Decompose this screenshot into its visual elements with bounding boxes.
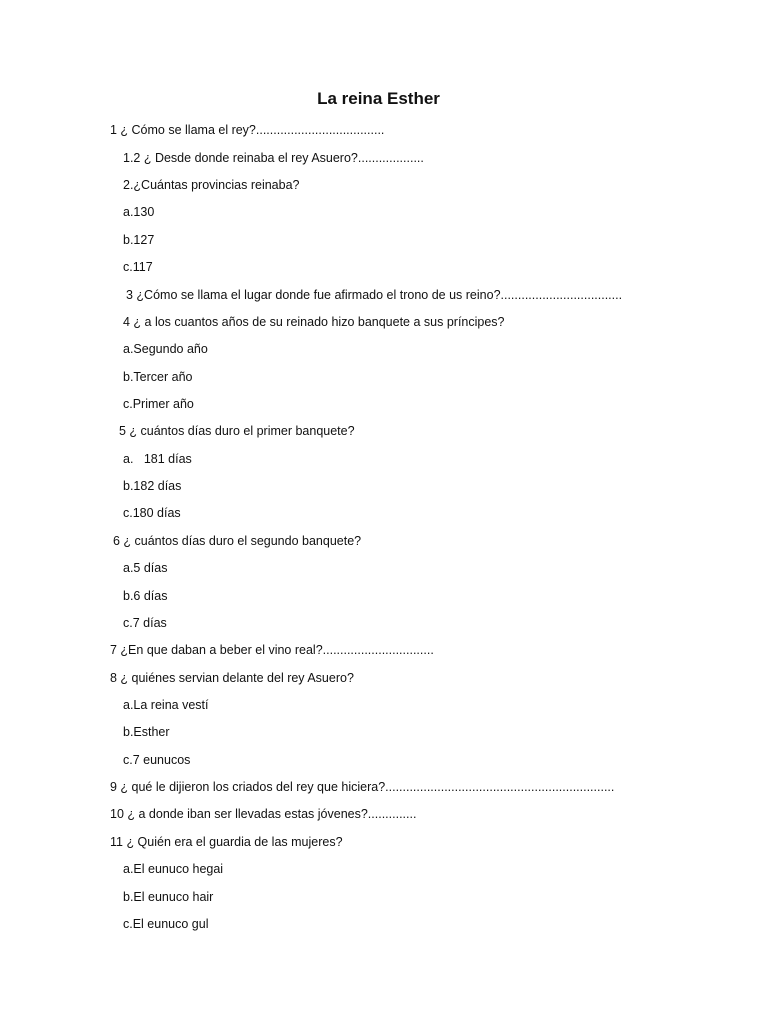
question-2-option-b: b.127 <box>123 233 155 247</box>
question-8: 8 ¿ quiénes servian delante del rey Asuero? <box>110 671 354 685</box>
question-5: 5 ¿ cuántos días duro el primer banquete? <box>119 424 355 438</box>
question-4-option-a: a.Segundo año <box>123 342 208 356</box>
page-title: La reina Esther <box>317 89 440 108</box>
question-8-option-a: a.La reina vestí <box>123 698 209 712</box>
question-2: 2.¿Cuántas provincias reinaba? <box>123 178 300 192</box>
question-2-option-a: a.130 <box>123 205 155 219</box>
question-3: 3 ¿Cómo se llama el lugar donde fue afirmado el trono de us reino?................................... <box>126 288 623 302</box>
question-9: 9 ¿ qué le dijieron los criados del rey que hiciera?.................................................................. <box>110 780 615 794</box>
question-11: 11 ¿ Quién era el guardia de las mujeres? <box>110 835 343 849</box>
question-6: 6 ¿ cuántos días duro el segundo banquete? <box>113 534 362 548</box>
question-8-option-b: b.Esther <box>123 725 170 739</box>
question-5-option-b: b.182 días <box>123 479 182 493</box>
question-1-2: 1.2 ¿ Desde donde reinaba el rey Asuero?................... <box>123 151 424 165</box>
question-11-option-b: b.El eunuco hair <box>123 890 214 904</box>
question-6-option-c: c.7 días <box>123 616 167 630</box>
question-5-option-c: c.180 días <box>123 506 181 520</box>
question-7: 7 ¿En que daban a beber el vino real?................................ <box>110 643 434 657</box>
question-5-option-a: a. 181 días <box>123 452 192 466</box>
question-2-option-c: c.117 <box>123 260 153 274</box>
question-6-option-a: a.5 días <box>123 561 168 575</box>
question-4-option-b: b.Tercer año <box>123 370 193 384</box>
question-6-option-b: b.6 días <box>123 589 168 603</box>
question-10: 10 ¿ a donde iban ser llevadas estas jóvenes?.............. <box>110 807 417 821</box>
question-4-option-c: c.Primer año <box>123 397 194 411</box>
question-4: 4 ¿ a los cuantos años de su reinado hizo banquete a sus príncipes? <box>123 315 505 329</box>
question-1: 1 ¿ Cómo se llama el rey?..................................... <box>110 123 385 137</box>
question-8-option-c: c.7 eunucos <box>123 753 191 767</box>
question-11-option-c: c.El eunuco gul <box>123 917 209 931</box>
question-11-option-a: a.El eunuco hegai <box>123 862 224 876</box>
